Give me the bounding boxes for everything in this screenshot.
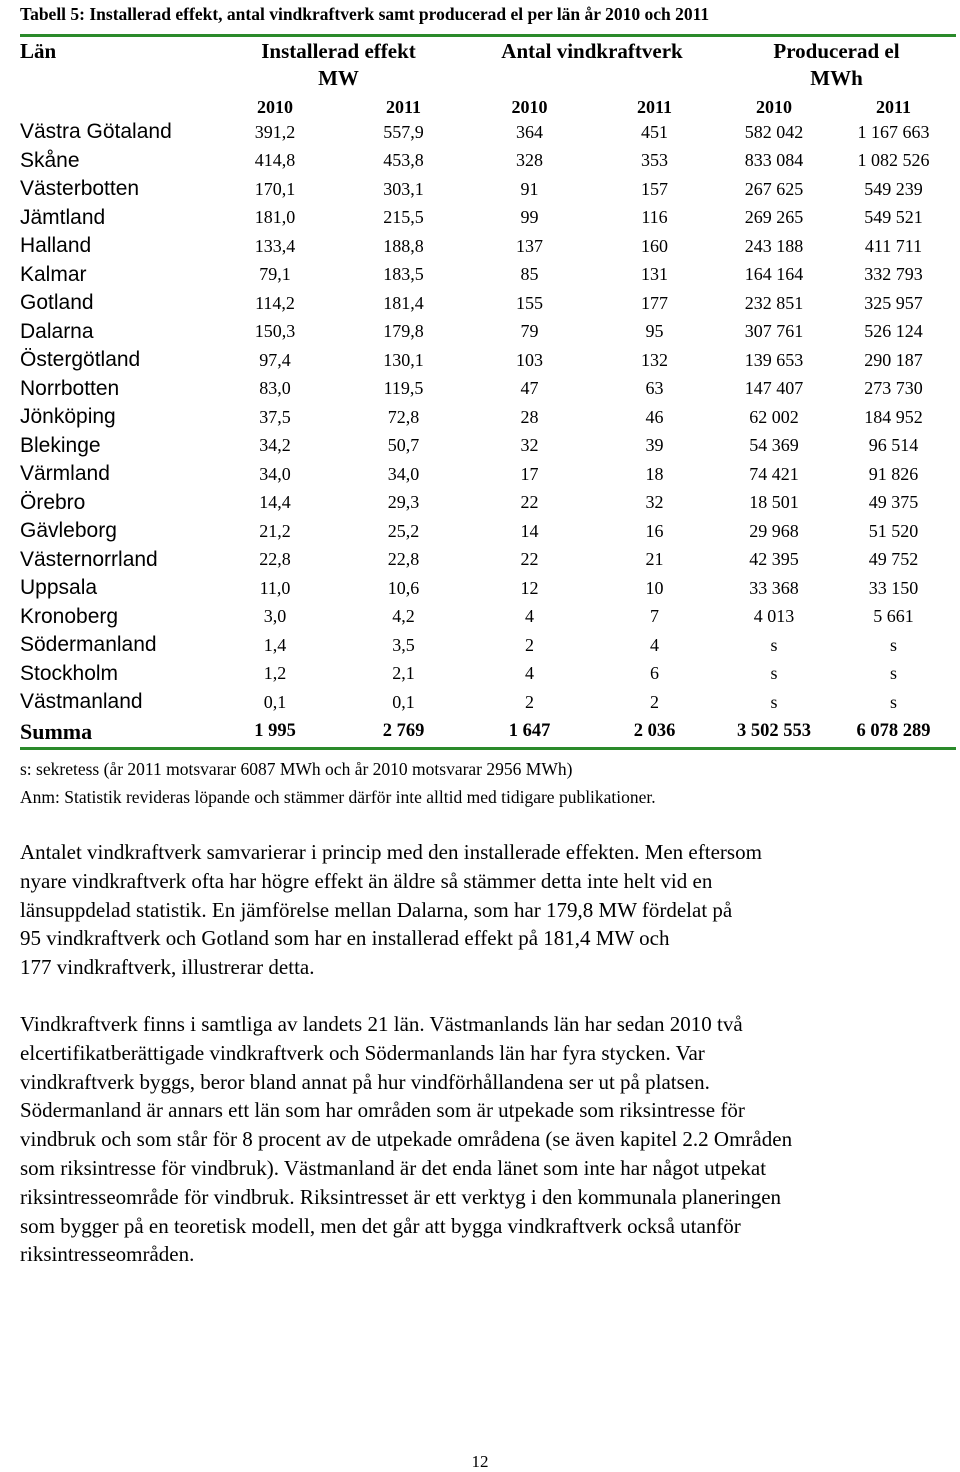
- lan-name: Skåne: [20, 148, 80, 172]
- table-cell: 4: [525, 606, 534, 627]
- unit-header-effekt: MW: [318, 66, 359, 90]
- table-cell: 2: [525, 691, 534, 712]
- table-cell: 267 625: [744, 178, 804, 199]
- table-cell: 157: [641, 178, 668, 199]
- year-header: 2011: [636, 97, 672, 117]
- table-cell: 74 421: [749, 463, 799, 484]
- table-cell: s: [770, 634, 778, 655]
- table-cell: 83,0: [259, 378, 291, 399]
- page-number: 12: [471, 1452, 489, 1471]
- table-cell: 4: [525, 663, 534, 684]
- paragraph-line: 177 vindkraftverk, illustrerar detta.: [20, 955, 315, 980]
- table-cell: 6: [650, 663, 659, 684]
- table-cell: 22: [520, 492, 539, 513]
- table-row: [20, 517, 956, 546]
- table-cell: 549 521: [864, 207, 923, 228]
- table-cell: 22: [520, 549, 539, 570]
- paragraph-line: Antalet vindkraftverk samvarierar i princip med den installerade effekten. Men eftersom: [20, 840, 762, 864]
- table-cell: 49 375: [868, 492, 919, 513]
- table-cell: 303,1: [383, 178, 424, 199]
- table-row: [20, 147, 956, 176]
- table-cell: 17: [520, 463, 539, 484]
- table-cell: 181,0: [254, 207, 296, 228]
- table-cell: 2: [650, 691, 659, 712]
- table-cell: 18 501: [749, 492, 799, 513]
- table-cell: 243 188: [744, 235, 804, 256]
- table-cell: 7: [650, 606, 659, 627]
- table-cell: 328: [516, 150, 543, 171]
- table-cell: 114,2: [255, 292, 295, 313]
- table-cell: 164 164: [744, 264, 804, 285]
- lan-name: Västernorrland: [20, 547, 158, 571]
- lan-name: Södermanland: [20, 633, 157, 657]
- table-row: [20, 460, 956, 489]
- table-cell: 273 730: [864, 378, 923, 399]
- table-cell: 1,2: [263, 663, 287, 684]
- lan-name: Västmanland: [20, 690, 143, 714]
- sum-cell: 2 036: [633, 721, 676, 741]
- table-cell: 215,5: [383, 207, 424, 228]
- lan-name: Västra Götaland: [20, 120, 172, 144]
- lan-name: Kronoberg: [20, 604, 119, 628]
- table-cell: 137: [516, 235, 543, 256]
- table-cell: 582 042: [744, 121, 804, 142]
- table-row: [20, 688, 956, 717]
- table-cell: 14,4: [259, 492, 291, 513]
- paragraph-line: länsuppdelad statistik. En jämförelse mellan Dalarna, som har 179,8 MW fördelat på: [20, 897, 733, 922]
- lan-name: Gävleborg: [20, 519, 117, 543]
- table-row: [20, 318, 956, 347]
- table-cell: 51 520: [868, 520, 919, 541]
- table-cell: 28: [520, 406, 539, 427]
- paragraph-line: riksintresseområde för vindbruk. Riksintresset är ett verktyg i den kommunala planeringen: [20, 1184, 782, 1209]
- table-row: [20, 118, 956, 147]
- unit-header-producerad: MWh: [810, 66, 863, 90]
- table-row: [20, 261, 956, 290]
- footnote-revision: Anm: Statistik revideras löpande och stämmer därför inte alltid med tidigare publikationer.: [20, 787, 656, 807]
- table-cell: 37,5: [259, 406, 291, 427]
- paragraph-line: elcertifikatberättigade vindkraftverk och Södermanlands län har fyra stycken. Var: [20, 1040, 705, 1065]
- table-cell: 181,4: [383, 292, 424, 313]
- table-row: [20, 289, 956, 318]
- lan-name: Gotland: [20, 291, 94, 315]
- table-cell: 1,4: [263, 634, 287, 655]
- lan-name: Jämtland: [20, 205, 106, 229]
- unit-header-antal: [467, 64, 717, 91]
- paragraph-line: Södermanland är annars ett län som har områden som är utpekade som riksintresse för: [20, 1098, 745, 1123]
- table-cell: 103: [516, 349, 543, 370]
- column-header-lan: Län: [20, 39, 57, 63]
- table-row: [20, 204, 956, 233]
- table-cell: 50,7: [387, 435, 420, 456]
- lan-name: Örebro: [20, 490, 86, 514]
- table-cell: 184 952: [864, 406, 923, 427]
- group-header-producerad: Producerad el: [773, 39, 900, 63]
- wind-power-table: [20, 34, 956, 750]
- paragraph-line: som bygger på en teoretisk modell, men det går att bygga vindkraftverk också utanför: [20, 1213, 741, 1238]
- lan-name: Halland: [20, 234, 92, 258]
- table-row: [20, 546, 956, 575]
- year-header: 2010: [756, 97, 792, 117]
- table-cell: 14: [520, 520, 539, 541]
- lan-name: Uppsala: [20, 576, 98, 600]
- lan-name: Värmland: [20, 462, 110, 486]
- table-cell: 232 851: [744, 292, 804, 313]
- table-cell: 79: [520, 321, 539, 342]
- lan-name: Norrbotten: [20, 376, 120, 400]
- paragraph-line: Vindkraftverk finns i samtliga av landets 21 län. Västmanlands län har sedan 2010 två: [20, 1012, 743, 1036]
- table-cell: 147 407: [744, 378, 804, 399]
- table-cell: 22,8: [259, 549, 291, 570]
- sum-cell: 6 078 289: [856, 721, 931, 741]
- paragraph-line: nyare vindkraftverk ofta har högre effekt än äldre så stämmer detta inte helt vid en: [20, 868, 713, 893]
- table-cell: 116: [641, 207, 668, 228]
- table-cell: 307 761: [744, 321, 804, 342]
- paragraph-line: vindkraftverk byggs, beror bland annat på hur vindförhållandena ser ut på platsen.: [20, 1069, 710, 1094]
- table-cell: 132: [641, 349, 668, 370]
- table-cell: 353: [641, 150, 668, 171]
- table-cell: 269 265: [744, 207, 804, 228]
- table-cell: 34,2: [259, 435, 291, 456]
- table-cell: 46: [645, 406, 664, 427]
- table-cell: 32: [520, 435, 539, 456]
- table-row: [20, 631, 956, 660]
- table-cell: 4 013: [753, 606, 795, 627]
- table-cell: 97,4: [259, 349, 291, 370]
- table-cell: 49 752: [868, 549, 919, 570]
- table-cell: 42 395: [749, 549, 799, 570]
- table-cell: 72,8: [387, 406, 420, 427]
- table-cell: 526 124: [864, 321, 923, 342]
- lan-name: Västerbotten: [20, 177, 140, 201]
- year-header: 2011: [875, 97, 911, 117]
- table-cell: 155: [516, 292, 543, 313]
- table-cell: s: [889, 634, 897, 655]
- table-cell: 183,5: [383, 264, 424, 285]
- table-cell: 4,2: [392, 606, 415, 627]
- table-cell: s: [770, 663, 778, 684]
- table-cell: 332 793: [864, 264, 923, 285]
- table-row: [20, 489, 956, 518]
- table-cell: 2: [525, 634, 534, 655]
- table-cell: 99: [520, 207, 539, 228]
- paragraph-2: [20, 1010, 940, 1269]
- table-cell: 290 187: [864, 349, 923, 370]
- table-cell: 1 082 526: [857, 150, 930, 171]
- table-cell: 91: [520, 178, 539, 199]
- table-row: [20, 175, 956, 204]
- table-cell: s: [889, 691, 897, 712]
- sum-cell: 2 769: [382, 721, 425, 741]
- table-cell: 33 368: [749, 577, 799, 598]
- table-row: [20, 375, 956, 404]
- table-cell: 364: [516, 121, 543, 142]
- table-cell: 39: [645, 435, 664, 456]
- table-cell: 54 369: [749, 435, 799, 456]
- table-cell: 451: [641, 121, 668, 142]
- lan-name: Stockholm: [20, 661, 119, 685]
- year-header: 2011: [385, 97, 421, 117]
- table-cell: 79,1: [259, 264, 291, 285]
- table-cell: 63: [645, 378, 664, 399]
- table-cell: 10: [645, 577, 664, 598]
- sum-cell: 1 647: [508, 721, 551, 741]
- table-cell: 21,2: [259, 520, 291, 541]
- group-header-effekt: Installerad effekt: [261, 39, 416, 63]
- paragraph-line: som riksintresse för vindbruk). Västmanland är det enda länet som inte har något utpekat: [20, 1155, 767, 1180]
- sum-label: Summa: [20, 718, 93, 744]
- table-cell: s: [770, 691, 778, 712]
- table-row: [20, 403, 956, 432]
- table-cell: 119,5: [383, 378, 424, 399]
- table-cell: 411 711: [864, 235, 923, 256]
- table-cell: 170,1: [254, 178, 296, 199]
- table-cell: 0,1: [263, 691, 287, 712]
- table-cell: 179,8: [383, 321, 424, 342]
- table-cell: 18: [645, 463, 664, 484]
- table-row: [20, 346, 956, 375]
- table-cell: 25,2: [387, 520, 420, 541]
- table-cell: 130,1: [383, 349, 424, 370]
- table-cell: 47: [520, 378, 539, 399]
- lan-name: Dalarna: [20, 319, 94, 343]
- table-cell: 188,8: [383, 235, 424, 256]
- table-cell: 91 826: [868, 463, 919, 484]
- table-row: [20, 232, 956, 261]
- table-cell: 133,4: [254, 235, 296, 256]
- table-cell: 453,8: [383, 150, 424, 171]
- sum-cell: 3 502 553: [737, 721, 811, 741]
- table-cell: 325 957: [864, 292, 923, 313]
- table-cell: 549 239: [864, 178, 923, 199]
- table-cell: 95: [645, 321, 664, 342]
- table-cell: 414,8: [254, 150, 296, 171]
- table-cell: 29 968: [749, 520, 799, 541]
- table-cell: 1 167 663: [857, 121, 930, 142]
- sum-row: [20, 717, 956, 747]
- table-cell: 96 514: [868, 435, 919, 456]
- table-row: [20, 432, 956, 461]
- table-row: [20, 660, 956, 689]
- table-cell: 3,0: [263, 606, 287, 627]
- table-cell: 12: [520, 577, 539, 598]
- table-cell: s: [889, 663, 897, 684]
- table-cell: 3,5: [392, 634, 415, 655]
- table-bottom-rule: [20, 747, 956, 750]
- table-cell: 16: [645, 520, 664, 541]
- table-caption: Tabell 5: Installerad effekt, antal vindkraftverk samt producerad el per län år 2010 och 2011: [20, 4, 710, 24]
- table-row: [20, 574, 956, 603]
- table-cell: 177: [641, 292, 668, 313]
- sum-cell: 1 995: [254, 721, 296, 741]
- lan-name: Östergötland: [20, 348, 141, 372]
- table-cell: 34,0: [387, 463, 420, 484]
- year-header: 2010: [511, 97, 548, 117]
- table-cell: 21: [645, 549, 664, 570]
- paragraph-line: riksintresseområden.: [20, 1242, 195, 1267]
- table-cell: 2,1: [392, 663, 415, 684]
- table-cell: 85: [520, 264, 539, 285]
- table-cell: 131: [641, 264, 668, 285]
- table-cell: 34,0: [259, 463, 291, 484]
- table-cell: 139 653: [744, 349, 804, 370]
- table-cell: 4: [650, 634, 659, 655]
- lan-name: Kalmar: [20, 262, 87, 286]
- paragraph-1: [20, 838, 940, 982]
- table-cell: 22,8: [387, 549, 420, 570]
- table-cell: 833 084: [744, 150, 804, 171]
- lan-name: Blekinge: [20, 433, 101, 457]
- table-cell: 160: [641, 235, 668, 256]
- table-cell: 11,0: [259, 577, 291, 598]
- table-row: [20, 603, 956, 632]
- table-cell: 29,3: [387, 492, 420, 513]
- lan-name: Jönköping: [20, 405, 116, 429]
- table-cell: 33 150: [868, 577, 919, 598]
- group-header-antal: Antal vindkraftverk: [501, 39, 683, 63]
- table-cell: 10,6: [387, 577, 420, 598]
- table-cell: 391,2: [254, 121, 296, 142]
- paragraph-line: vindbruk och som står för 8 procent av de utpekade områdena (se även kapitel 2.2 Områden: [20, 1127, 793, 1152]
- table-cell: 62 002: [749, 406, 799, 427]
- footnote-secrecy: s: sekretess (år 2011 motsvarar 6087 MWh och år 2010 motsvarar 2956 MWh): [20, 759, 573, 779]
- year-header: 2010: [257, 97, 293, 117]
- table-cell: 0,1: [392, 691, 415, 712]
- table-cell: 5 661: [873, 606, 914, 627]
- table-cell: 32: [645, 492, 664, 513]
- table-cell: 150,3: [254, 321, 296, 342]
- table-cell: 557,9: [383, 121, 424, 142]
- paragraph-line: 95 vindkraftverk och Gotland som har en installerad effekt på 181,4 MW och: [20, 926, 670, 951]
